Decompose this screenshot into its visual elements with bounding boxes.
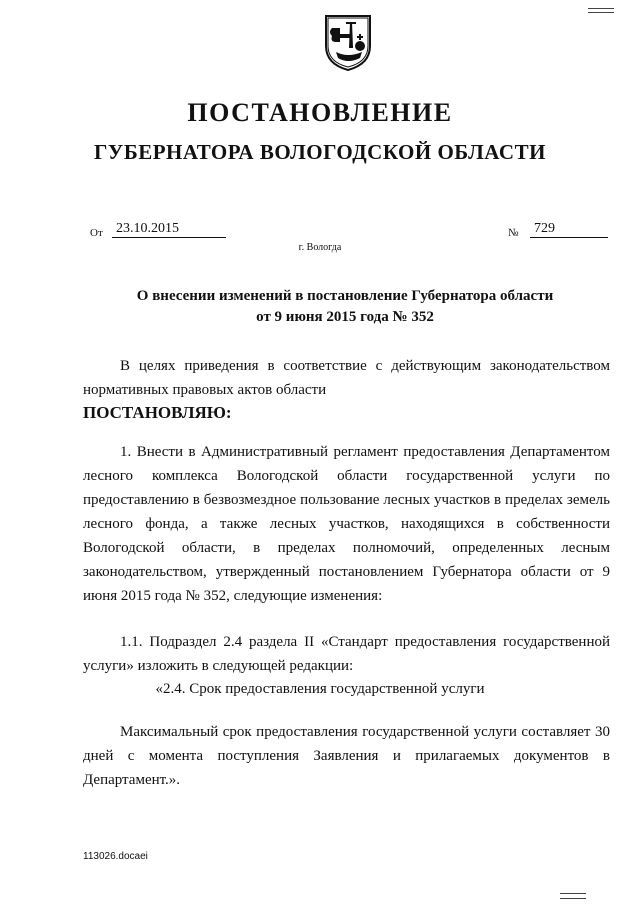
- corner-mark-bottom-2: [560, 898, 586, 899]
- item-1-paragraph: 1. Внести в Административный регламент предоставления Департаментом лесного комплекса Вологодской области государственной услуги по предоставлению в безвозмездное пользование лесных участков в пределах земель лесного фонда, а также лесных участков, находящихся в собственности Вологодской области, в пределах полномочий, определенных лесным законодательством, утвержденный постановлением Губернатора области от 9 июня 2015 года № 352, следующие изменения:: [83, 444, 610, 604]
- corner-mark-bottom: [560, 893, 586, 894]
- document-date: 23.10.2015: [112, 221, 226, 238]
- document-number: 729: [530, 221, 608, 238]
- document-heading: [80, 286, 610, 328]
- number-prefix: №: [508, 227, 519, 239]
- preamble-paragraph: В целях приведения в соответствие с действующим законодательством нормативных правовых актов области: [83, 358, 610, 398]
- quote-body-paragraph: Максимальный срок предоставления государственной услуги составляет 30 дней с момента поступления Заявления и прилагаемых документов в Департамент.».: [83, 724, 610, 788]
- document-title: ПОСТАНОВЛЕНИЕ: [187, 98, 453, 127]
- decree-heading: ПОСТАНОВЛЯЮ:: [83, 403, 232, 422]
- footer-filename: 113026.docaei: [83, 851, 148, 862]
- city-label: г. Вологда: [298, 242, 342, 253]
- heading-line-1: О внесении изменений в постановление Губернатора области: [136, 288, 554, 304]
- coat-of-arms-icon: [322, 12, 374, 72]
- document-subtitle: ГУБЕРНАТОРА ВОЛОГОДСКОЙ ОБЛАСТИ: [94, 140, 546, 164]
- item-1-1-paragraph: 1.1. Подраздел 2.4 раздела II «Стандарт предоставления государственной услуги» изложить в следующей редакции:: [83, 634, 610, 674]
- corner-mark-top-2: [588, 12, 614, 13]
- quote-subsection-title: «2.4. Срок предоставления государственной услуги: [155, 681, 485, 697]
- corner-mark-top: [588, 8, 614, 9]
- heading-line-2: от 9 июня 2015 года № 352: [256, 309, 434, 325]
- date-prefix: От: [90, 227, 103, 239]
